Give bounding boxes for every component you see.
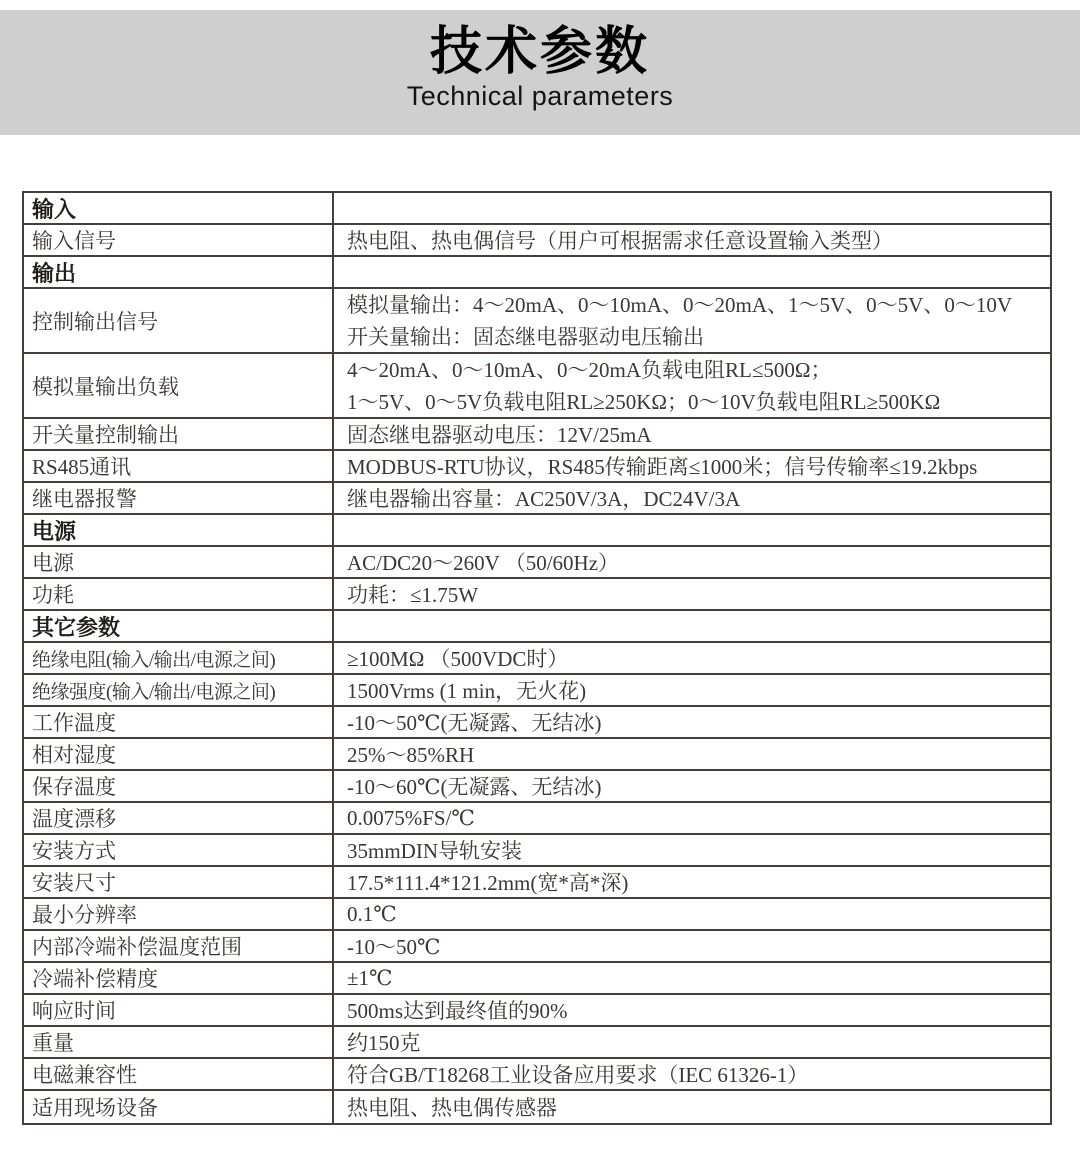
table-row xyxy=(24,867,1050,899)
param-label: 电源 xyxy=(24,515,334,545)
param-label: 适用现场设备 xyxy=(24,1091,334,1123)
param-value: 500ms达到最终值的90% xyxy=(347,999,568,1023)
param-value: AC/DC20～260V （50/60Hz） xyxy=(347,551,620,575)
param-label: 安装方式 xyxy=(24,835,334,865)
param-label: 其它参数 xyxy=(24,611,334,641)
param-value xyxy=(334,515,1050,545)
table-row xyxy=(24,835,1050,867)
param-label: 输入 xyxy=(24,193,334,223)
param-label: 开关量控制输出 xyxy=(24,419,334,449)
section-row xyxy=(24,515,1050,547)
param-value xyxy=(334,257,1050,287)
section-row xyxy=(24,611,1050,643)
param-label: 电源 xyxy=(24,547,334,577)
param-value-line: 模拟量输出：4～20mA、0～10mA、0～20mA、1～5V、0～5V、0～10V xyxy=(347,292,1012,317)
table-row xyxy=(24,931,1050,963)
param-value: MODBUS-RTU协议，RS485传输距离≤1000米；信号传输率≤19.2kbps xyxy=(347,455,978,479)
param-value xyxy=(334,193,1050,223)
param-value: 0.0075%FS/℃ xyxy=(347,805,475,830)
table-row xyxy=(24,707,1050,739)
param-value: 约150克 xyxy=(347,1031,421,1055)
param-value: 热电阻、热电偶传感器 xyxy=(347,1096,557,1120)
table-row xyxy=(24,419,1050,451)
param-label: RS485通讯 xyxy=(24,451,334,481)
param-value: 符合GB/T18268工业设备应用要求（IEC 61326-1） xyxy=(347,1063,809,1087)
param-label: 内部冷端补偿温度范围 xyxy=(24,931,334,961)
table-row xyxy=(24,483,1050,515)
spec-table xyxy=(22,191,1052,1125)
param-label: 安装尺寸 xyxy=(24,867,334,897)
header-band xyxy=(0,10,1080,135)
table-row xyxy=(24,803,1050,835)
param-value: 继电器输出容量：AC250V/3A，DC24V/3A xyxy=(347,487,741,511)
param-value: 热电阻、热电偶信号（用户可根据需求任意设置输入类型） xyxy=(347,229,893,253)
param-label: 重量 xyxy=(24,1027,334,1057)
table-row xyxy=(24,643,1050,675)
param-value: 17.5*111.4*121.2mm(宽*高*深) xyxy=(347,871,629,895)
table-row xyxy=(24,963,1050,995)
table-row xyxy=(24,1059,1050,1091)
param-label: 控制输出信号 xyxy=(24,289,334,352)
param-value: 固态继电器驱动电压：12V/25mA xyxy=(347,423,652,447)
param-label: 最小分辨率 xyxy=(24,899,334,929)
param-value: 0.1℃ xyxy=(347,901,397,926)
table-row xyxy=(24,1027,1050,1059)
param-label: 保存温度 xyxy=(24,771,334,801)
param-label: 输入信号 xyxy=(24,225,334,255)
table-row xyxy=(24,579,1050,611)
param-label: 继电器报警 xyxy=(24,483,334,513)
param-value xyxy=(334,611,1050,641)
param-value: -10～60℃(无凝露、无结冰) xyxy=(347,775,602,799)
param-label: 相对湿度 xyxy=(24,739,334,769)
param-value: ≥100MΩ （500VDC时） xyxy=(347,647,569,671)
table-row xyxy=(24,289,1050,354)
param-value-line: 4～20mA、0～10mA、0～20mA负载电阻RL≤500Ω； xyxy=(347,357,832,382)
table-row xyxy=(24,547,1050,579)
table-row xyxy=(24,354,1050,419)
section-row xyxy=(24,193,1050,225)
param-label: 输出 xyxy=(24,257,334,287)
param-value: 25%～85%RH xyxy=(347,743,475,767)
section-row xyxy=(24,257,1050,289)
table-row xyxy=(24,1091,1050,1123)
param-value: 35mmDIN导轨安装 xyxy=(347,839,522,863)
param-label: 温度漂移 xyxy=(24,803,334,833)
param-value: -10～50℃ xyxy=(347,935,441,959)
table-row xyxy=(24,451,1050,483)
param-value xyxy=(334,289,1050,352)
table-row xyxy=(24,675,1050,707)
param-value: 功耗：≤1.75W xyxy=(347,583,479,607)
table-row xyxy=(24,771,1050,803)
param-label: 冷端补偿精度 xyxy=(24,963,334,993)
param-value: -10～50℃(无凝露、无结冰) xyxy=(347,711,602,735)
param-label: 响应时间 xyxy=(24,995,334,1025)
table-row xyxy=(24,899,1050,931)
param-label: 功耗 xyxy=(24,579,334,609)
table-row xyxy=(24,995,1050,1027)
table-row xyxy=(24,739,1050,771)
param-label: 模拟量输出负载 xyxy=(24,354,334,417)
param-value-line: 开关量输出：固态继电器驱动电压输出 xyxy=(347,324,704,349)
page-title: 技术参数 xyxy=(429,23,650,81)
page-subtitle: Technical parameters xyxy=(406,81,674,111)
param-value: ±1℃ xyxy=(347,965,393,990)
param-label: 绝缘强度(输入/输出/电源之间) xyxy=(24,675,334,705)
param-value-line: 1～5V、0～5V负载电阻RL≥250KΩ；0～10V负载电阻RL≥500KΩ xyxy=(347,389,941,414)
param-value: 1500Vrms (1 min，无火花) xyxy=(347,679,587,703)
param-label: 绝缘电阻(输入/输出/电源之间) xyxy=(24,643,334,673)
param-label: 电磁兼容性 xyxy=(24,1059,334,1089)
param-value xyxy=(334,354,1050,417)
param-label: 工作温度 xyxy=(24,707,334,737)
table-row xyxy=(24,225,1050,257)
